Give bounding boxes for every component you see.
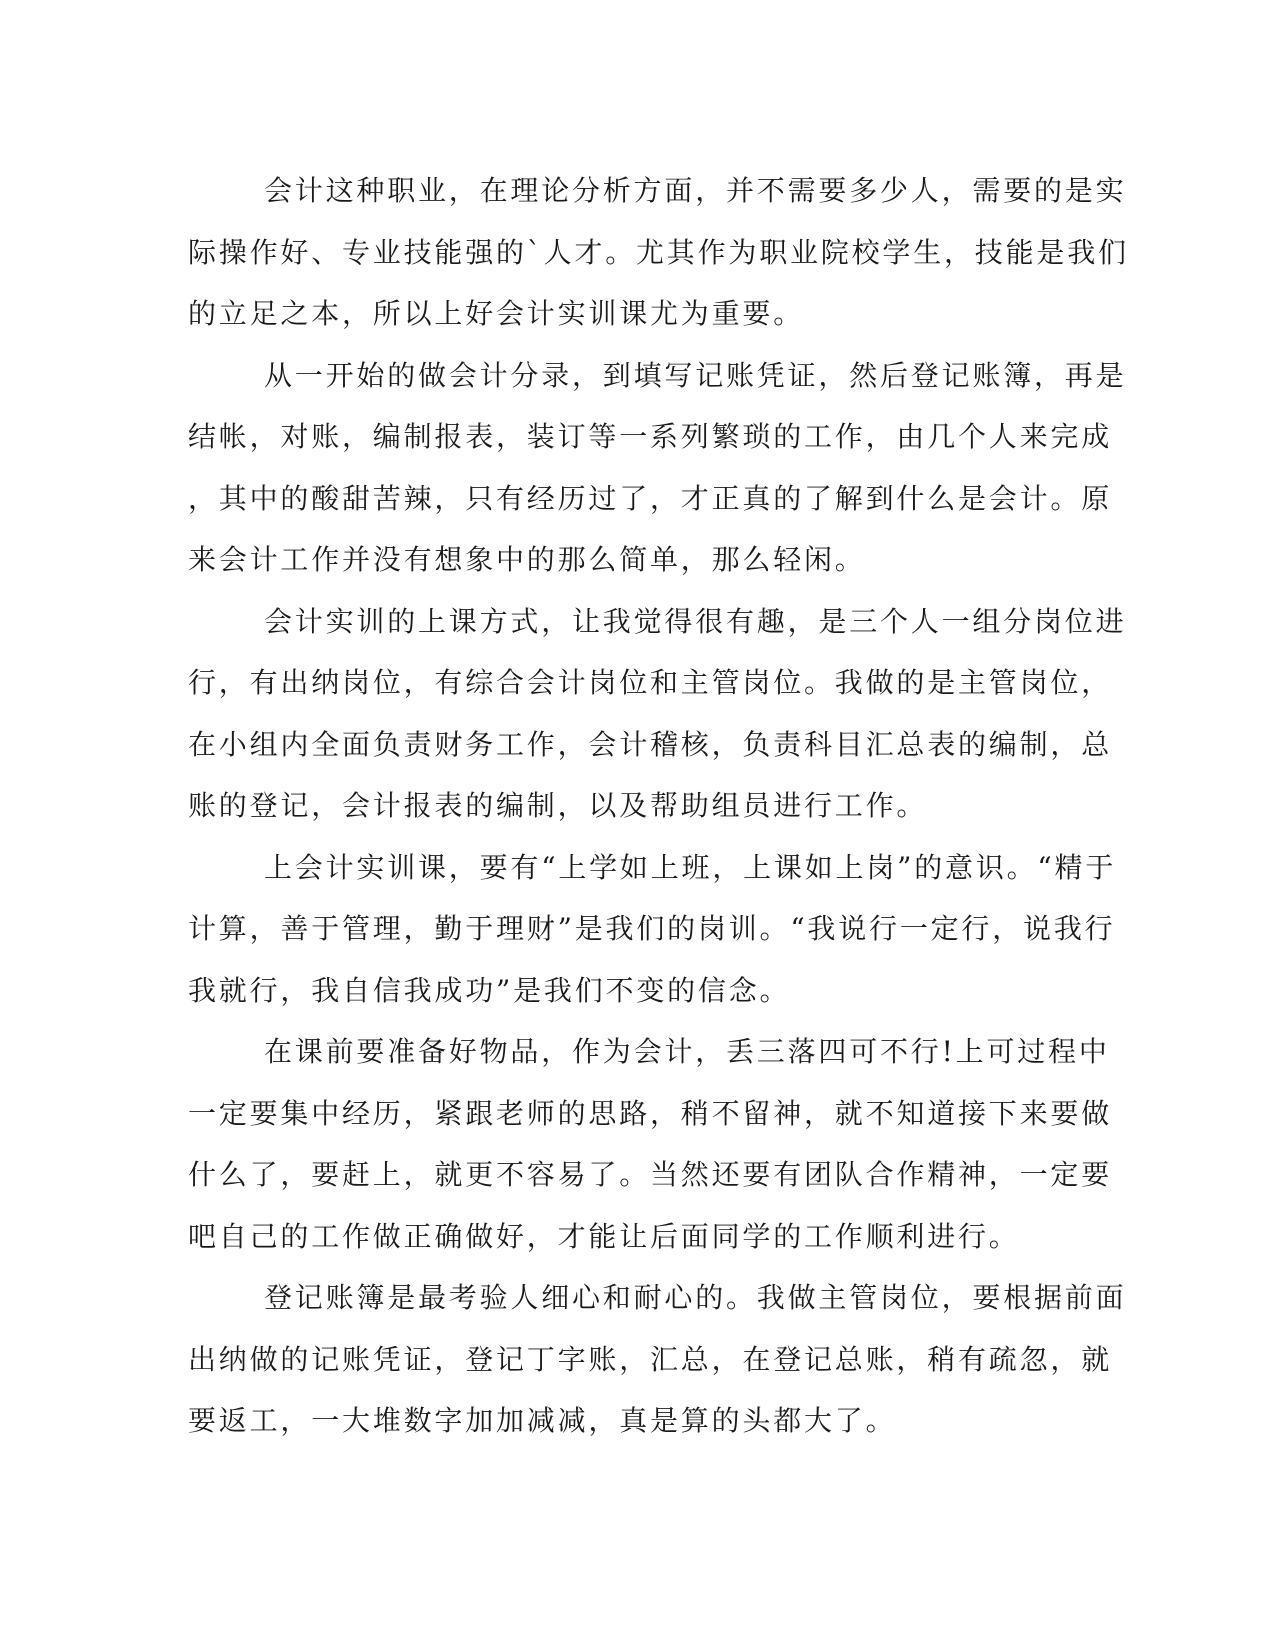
paragraph-5-line-1: 在课前要准备好物品，作为会计，丢三落四可不行!上可过程中 xyxy=(264,1035,1110,1068)
paragraph-3 xyxy=(188,591,1127,837)
paragraph-1-line-3: 的立足之本，所以上好会计实训课尤为重要。 xyxy=(188,297,805,330)
paragraph-3-line-3: 在小组内全面负责财务工作，会计稽核，负责科目汇总表的编制，总 xyxy=(188,727,1113,761)
paragraph-5-line-4: 吧自己的工作做正确做好，才能让后面同学的工作顺利进行。 xyxy=(188,1219,1020,1253)
paragraph-2-line-3: ，其中的酸甜苦辣，只有经历过了，才正真的了解到什么是会计。原 xyxy=(188,481,1113,515)
paragraph-3-line-4: 账的登记，会计报表的编制，以及帮助组员进行工作。 xyxy=(188,789,928,822)
paragraph-6-line-3: 要返工，一大堆数字加加减减，真是算的头都大了。 xyxy=(188,1404,897,1437)
paragraph-2 xyxy=(188,345,1127,591)
paragraph-5 xyxy=(188,1021,1113,1267)
paragraph-4-line-3: 我就行，我自信我成功”是我们不变的信念。 xyxy=(188,973,791,1007)
paragraph-4-line-1: 上会计实训课，要有“上学如上班，上课如上岗”的意识。“精于 xyxy=(264,850,1117,884)
paragraph-3-line-2: 行，有出纳岗位，有综合会计岗位和主管岗位。我做的是主管岗位， xyxy=(188,666,1113,699)
paragraph-2-line-4: 来会计工作并没有想象中的那么简单，那么轻闲。 xyxy=(188,543,866,576)
paragraph-6-line-1: 登记账簿是最考验人细心和耐心的。我做主管岗位，要根据前面 xyxy=(264,1281,1127,1314)
document-body xyxy=(188,160,1129,1452)
paragraph-2-line-2: 结帐，对账，编制报表，装订等一系列繁琐的工作，由几个人来完成 xyxy=(188,420,1113,453)
paragraph-4 xyxy=(188,837,1117,1022)
paragraph-2-line-1: 从一开始的做会计分录，到填写记账凭证，然后登记账簿，再是 xyxy=(264,358,1127,392)
paragraph-6 xyxy=(188,1267,1127,1452)
paragraph-1 xyxy=(188,160,1129,345)
paragraph-3-line-1: 会计实训的上课方式，让我觉得很有趣，是三个人一组分岗位进 xyxy=(264,604,1127,638)
paragraph-6-line-2: 出纳做的记账凭证，登记丁字账，汇总，在登记总账，稍有疏忽，就 xyxy=(188,1342,1113,1376)
paragraph-1-line-2: 际操作好、专业技能强的`人才。尤其作为职业院校学生，技能是我们 xyxy=(188,235,1129,269)
paragraph-1-line-1: 会计这种职业，在理论分析方面，并不需要多少人，需要的是实 xyxy=(264,174,1127,207)
paragraph-5-line-3: 什么了，要赶上，就更不容易了。当然还要有团队合作精神，一定要 xyxy=(188,1158,1113,1191)
paragraph-5-line-2: 一定要集中经历，紧跟老师的思路，稍不留神，就不知道接下来要做 xyxy=(188,1096,1113,1130)
paragraph-4-line-2: 计算，善于管理，勤于理财”是我们的岗训。“我说行一定行，说我行 xyxy=(188,912,1116,945)
